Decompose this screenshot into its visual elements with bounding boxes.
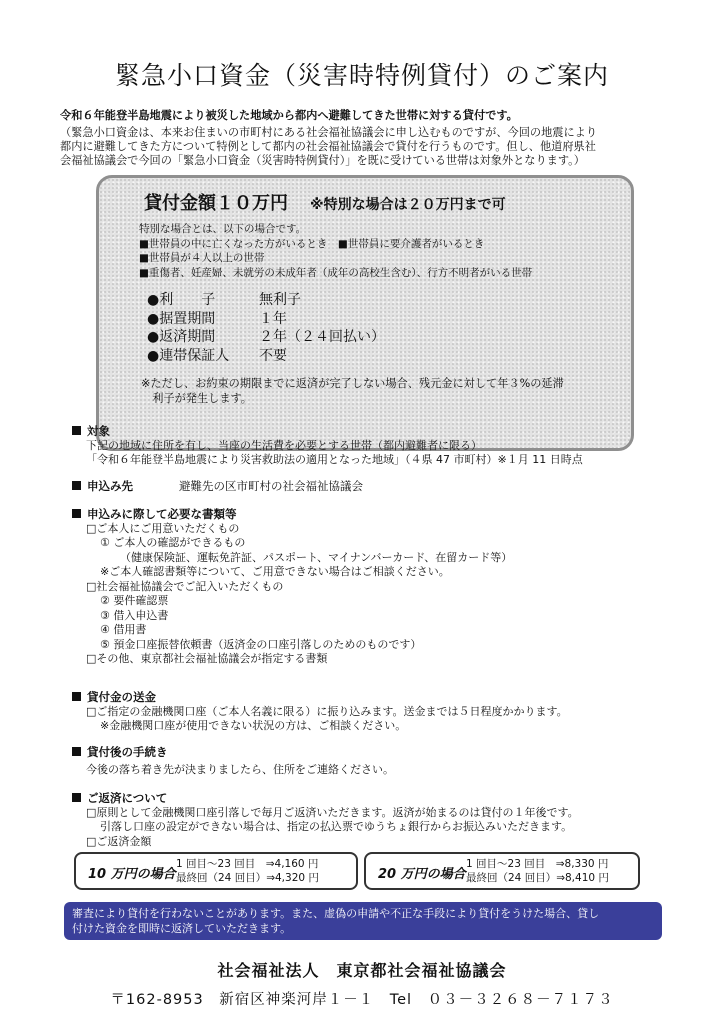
term-label: ●連帯保証人 — [147, 347, 230, 364]
section-after-loan — [72, 745, 394, 777]
term-grace-period — [147, 310, 385, 329]
note-line: 利子が発生します。 — [141, 392, 252, 405]
loan-amount-note: ※特別な場合は２０万円まで可 — [310, 197, 506, 213]
loan-amount-value: 貸付金額１０万円 — [144, 193, 288, 214]
repayment-line: 最終回（24 回目）⇒8,410 円 — [466, 872, 609, 884]
target-line: 「令和６年能登半島地震により災害救助法の適用となった地域」（４県 47 市町村）※１月 11 日時点 — [86, 453, 583, 466]
term-label: ●据置期間 — [147, 310, 216, 327]
repayment-box-200k — [364, 852, 640, 890]
repayment-amounts — [74, 852, 658, 890]
doc-line: ⑤ 預金口座振替依頼書（返済金の口座引落しのためのものです） — [100, 637, 422, 651]
special-case: ■世帯員の中に亡くなった方がいるとき ■世帯員に要介護者がいるとき — [139, 237, 485, 250]
doc-line: □社会福祉協議会でご記入いただくもの — [86, 579, 284, 593]
remit-line: ※金融機関口座が使用できない状況の方は、ご相談ください。 — [100, 719, 407, 732]
square-bullet-icon — [72, 793, 81, 802]
doc-line: ④ 借用書 — [100, 623, 147, 636]
intro-line: 都内に避難してきた方について特例として都内の社会福祉協議会で貸付を行うものです。但し、他道府県社 — [60, 140, 596, 153]
section-heading: 貸付金の送金 — [72, 690, 568, 705]
intro-lead: 令和６年能登半島地震により被災した地域から都内へ避難してきた世帯に対する貸付です。 — [60, 109, 518, 122]
section-heading: 申込み先 避難先の区市町村の社会福祉協議会 — [72, 479, 363, 494]
term-label: ●利 子 — [147, 292, 216, 308]
remit-line: □ご指定の金融機関口座（ご本人名義に限る）に振り込みます。送金までは５日程度かかります。 — [86, 704, 568, 718]
section-remittance — [72, 690, 568, 734]
repayment-line: 1 回目～23 回目 ⇒8,330 円 — [466, 858, 609, 870]
term-interest — [147, 291, 385, 310]
contact-address: 〒162-8953 新宿区神楽河岸１－１ Tel ０３－３２６８－７１７３ — [110, 992, 614, 1008]
section-required-documents — [72, 507, 512, 667]
section-apply — [72, 479, 363, 494]
doc-line: ① ご本人の確認ができるもの — [100, 536, 246, 549]
repay-line: □ご返済金額 — [86, 834, 152, 848]
repayment-box-100k — [74, 852, 358, 890]
section-target — [72, 424, 583, 468]
repayment-line: 最終回（24 回目）⇒4,320 円 — [176, 872, 319, 884]
special-intro: 特別な場合とは、以下の場合です。 — [139, 223, 307, 235]
square-bullet-icon — [72, 747, 81, 756]
square-bullet-icon — [72, 692, 81, 701]
doc-line: （健康保険証、運転免許証、パスポート、マイナンバーカード、在留カード等） — [120, 550, 513, 564]
intro-line: 会福祉協議会で今回の「緊急小口資金（災害時特例貸付）」を既に受けている世帯は対象外となります。） — [60, 154, 585, 167]
term-guarantor — [147, 347, 385, 366]
page-title: 緊急小口資金（災害時特例貸付）のご案内 — [114, 61, 609, 90]
review-notice — [64, 902, 662, 940]
section-heading: 貸付後の手続き — [72, 745, 394, 760]
loan-terms — [147, 291, 385, 365]
after-line: 今後の落ち着き先が決まりましたら、住所をご連絡ください。 — [86, 762, 394, 776]
doc-line: ③ 借入申込書 — [100, 608, 169, 622]
loan-amount — [144, 189, 506, 215]
late-interest-note — [141, 376, 564, 406]
term-repayment-period — [147, 328, 385, 347]
notice-line: 付けた資金を即時に返済していただきます。 — [72, 922, 292, 935]
square-bullet-icon — [72, 481, 81, 490]
loan-summary-box — [96, 175, 634, 451]
term-label: ●返済期間 — [147, 329, 216, 345]
doc-line: ※ご本人確認書類等について、ご用意できない場合はご相談ください。 — [100, 565, 450, 578]
doc-line: ② 要件確認票 — [100, 594, 169, 607]
intro-details — [60, 126, 680, 168]
term-value: 不要 — [259, 347, 287, 364]
target-line: 下記の地域に住所を有し、当座の生活費を必要とする世帯（都内避難者に限る） — [86, 438, 482, 452]
section-heading: 申込みに際して必要な書類等 — [72, 507, 512, 522]
section-heading: ご返済について — [72, 791, 579, 806]
repay-line: □原則として金融機関口座引落しで毎月ご返済いただきます。返済が始まるのは貸付の１年後です。 — [86, 805, 579, 819]
organization-name: 社会福祉法人 東京都社会福祉協議会 — [217, 961, 507, 980]
doc-line: □その他、東京都社会福祉協議会が指定する書類 — [86, 652, 328, 665]
special-case: ■重傷者、妊産婦、未就労の未成年者（成年の高校生含む）、行方不明者がいる世帯 — [139, 266, 533, 279]
square-bullet-icon — [72, 426, 81, 435]
term-value: １年 — [259, 310, 287, 327]
term-value: ２年（２４回払い） — [259, 329, 385, 345]
repayment-box-label: 20 万円の場合 — [378, 867, 466, 882]
repayment-line: 1 回目～23 回目 ⇒4,160 円 — [176, 858, 319, 870]
repayment-box-lines — [176, 857, 319, 885]
repayment-box-label: 10 万円の場合 — [88, 867, 176, 882]
notice-line: 審査により貸付を行わないことがあります。また、虚偽の申請や不正な手段により貸付をうけた場合、貸し — [72, 907, 600, 920]
special-cases — [139, 222, 532, 280]
apply-destination: 避難先の区市町村の社会福祉協議会 — [179, 479, 363, 493]
note-line: ※ただし、お約束の期限までに返済が完了しない場合、残元金に対して年３%の延滞 — [141, 377, 564, 390]
section-heading: 対象 — [72, 424, 583, 439]
square-bullet-icon — [72, 509, 81, 518]
intro-line: （緊急小口資金は、本来お住まいの市町村にある社会福祉協議会に申し込むものですが、今回の地震により — [60, 126, 598, 139]
repay-line: 引落し口座の設定ができない場合は、指定の払込票でゆうちょ銀行からお振込みいただきます。 — [100, 820, 573, 833]
term-value: 無利子 — [259, 292, 301, 308]
repayment-box-lines — [466, 857, 609, 885]
section-repayment — [72, 791, 579, 849]
special-case: ■世帯員が４人以上の世帯 — [139, 252, 265, 264]
doc-line: □ご本人にご用意いただくもの — [86, 521, 240, 535]
